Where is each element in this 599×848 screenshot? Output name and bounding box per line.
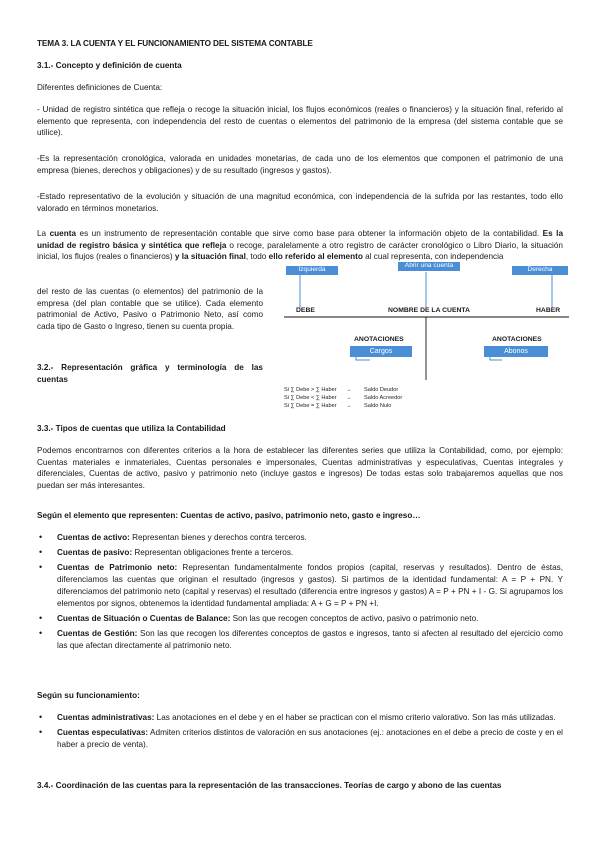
document-title: TEMA 3. LA CUENTA Y EL FUNCIONAMIENTO DEL SISTEMA CONTABLE — [37, 39, 313, 48]
tag-abrir-cuenta: Abrir una cuenta — [398, 262, 460, 271]
t-account-diagram — [284, 262, 569, 417]
definition-2: -Es la representación cronológica, valorada en unidades monetarias, de cada uno de los elementos que componen el patrimonio de una empresa (bienes, derechos y obligaciones) y de su resultado (ingresos y gastos). — [37, 154, 563, 175]
definition-1: - Unidad de registro sintética que refleja o recoge la situación inicial, los flujos económicos (reales o financieros) y la situación final, referido al elemento que representa, con independencia del resto de cuentas o elementos del patrimonio de la empresa (del sistema contable que se utilice). — [37, 105, 563, 138]
list-item: • Cuentas de Patrimonio neto: Representan fundamentalmente fondos propios (capital, reservas y resultados). Dentro de éstas, diferenciamos las cuentas que originan el resultado (ingresos y gastos). Si partimos de la identidad fundamental: A = P + PN. Y diferenciamos del patrimonio neto (capital y reservas) el resultado (diferencia entre ingresos y gastos) A = P + PN + I - G. Si agrupamos los elementos por signos, obtenemos la identidad fundamental ampliada: A + G = P + PN +I. — [39, 562, 564, 608]
label-anotaciones-debe: ANOTACIONES — [354, 336, 404, 343]
rule-3-condition: Si ∑ Debe = ∑ Haber — [284, 403, 337, 409]
box-cargos: Cargos — [350, 346, 412, 357]
list-item: • Cuentas especulativas: Admiten criterios distintos de valoración en sus anotaciones (ej.: anotaciones en el debe a precio de coste y en el haber a precio de venta). — [39, 727, 563, 749]
cuenta-paragraph-continued: del resto de las cuentas (o elementos) del patrimonio de la empresa (del plan contable que se utilice). Cada elemento patrimonial de Activo, Pasivo o Patrimonio Neto, así como cada tipo de Gasto o Ingreso, tienen su cuenta propia. — [37, 287, 263, 332]
list-segun-funcionamiento — [37, 712, 563, 754]
subheading-segun-funcionamiento: Según su funcionamiento: — [37, 691, 140, 700]
list-item: • Cuentas de Gestión: Son las que recogen los diferentes conceptos de gastos e ingresos, tanto si afecten al resultado del ejercicio como las que afectan directamente al patrimonio neto. — [39, 627, 563, 650]
tipos-intro: Podemos encontrarnos con diferentes criterios a la hora de establecer las diferentes series que utiliza la Contabilidad, como, por ejemplo: Cuentas materiales e inmateriales, Cuentas personales e impersonales, Cuentas administrativas y especulativas, Cuentas integrales y diferenciales, Cuentas de activo, pasivo y patrimonio neto (incluye gastos e ingresos) De todas estas solo trabajaremos aquellas que nos puedan ser más interesantes. — [37, 446, 563, 491]
list-item: • Cuentas de activo: Representan bienes y derechos contra terceros. — [39, 532, 307, 542]
label-nombre-cuenta: NOMBRE DE LA CUENTA — [388, 307, 470, 314]
section-3-3-heading: 3.3.- Tipos de cuentas que utiliza la Contabilidad — [37, 424, 226, 433]
label-debe: DEBE — [296, 307, 315, 314]
list-item: • Cuentas de pasivo: Representan obligaciones frente a terceros. — [39, 547, 294, 558]
list-item: • Cuentas administrativas: Las anotaciones en el debe y en el haber se practican con el mismo criterio valorativo. Son las más utilizadas. — [39, 712, 556, 722]
rule-2-condition: Si ∑ Debe < ∑ Haber — [284, 395, 337, 401]
rule-2-arrow: → — [346, 395, 352, 401]
list-item: • Cuentas de Situación o Cuentas de Balance: Son las que recogen conceptos de activo, pasivo o patrimonio neto. — [39, 612, 479, 623]
list-segun-elemento — [37, 532, 563, 655]
cuenta-paragraph: La cuenta es un instrumento de representación contable que sirve como base para obtener la información objeto de la contabilidad. Es la unidad de registro básica y sintética que refleja o recoge, paralelamente a otro registro de carácter cronológico o Libro Diario, la situación inicial, los flujos (reales o financieros) y la situación final, todo ello referido al elemento al cual representa, con independencia — [37, 229, 564, 262]
rule-3-arrow: → — [346, 403, 352, 409]
definition-3: -Estado representativo de la evolución y situación de una magnitud económica, con independencia de la sufrida por las restantes, todo ello valorado en términos monetarios. — [37, 192, 563, 213]
label-haber: HABER — [536, 307, 561, 314]
rule-1-arrow: → — [346, 387, 352, 393]
tag-izquierda: Izquierda — [286, 266, 338, 275]
rule-2-result: Saldo Acreedor — [364, 395, 403, 401]
definitions-intro: Diferentes definiciones de Cuenta: — [37, 83, 163, 92]
label-anotaciones-haber: ANOTACIONES — [492, 336, 542, 343]
subheading-segun-elemento: Según el elemento que representen: Cuentas de activo, pasivo, patrimonio neto, gasto e ingreso… — [37, 511, 421, 520]
section-3-4-heading: 3.4.- Coordinación de las cuentas para la representación de las transacciones. Teorías de cargo y abono de las cuentas — [37, 781, 502, 790]
section-3-2-heading: 3.2.- Representación gráfica y terminología de las cuentas — [37, 363, 263, 384]
box-abonos: Abonos — [484, 346, 548, 357]
rule-1-result: Saldo Deudor — [364, 387, 399, 393]
tag-derecha: Derecha — [512, 266, 568, 275]
rule-3-result: Saldo Nulo — [364, 403, 392, 409]
section-3-1-heading: 3.1.- Concepto y definición de cuenta — [37, 61, 182, 70]
rule-1-condition: Si ∑ Debe > ∑ Haber — [284, 387, 337, 393]
